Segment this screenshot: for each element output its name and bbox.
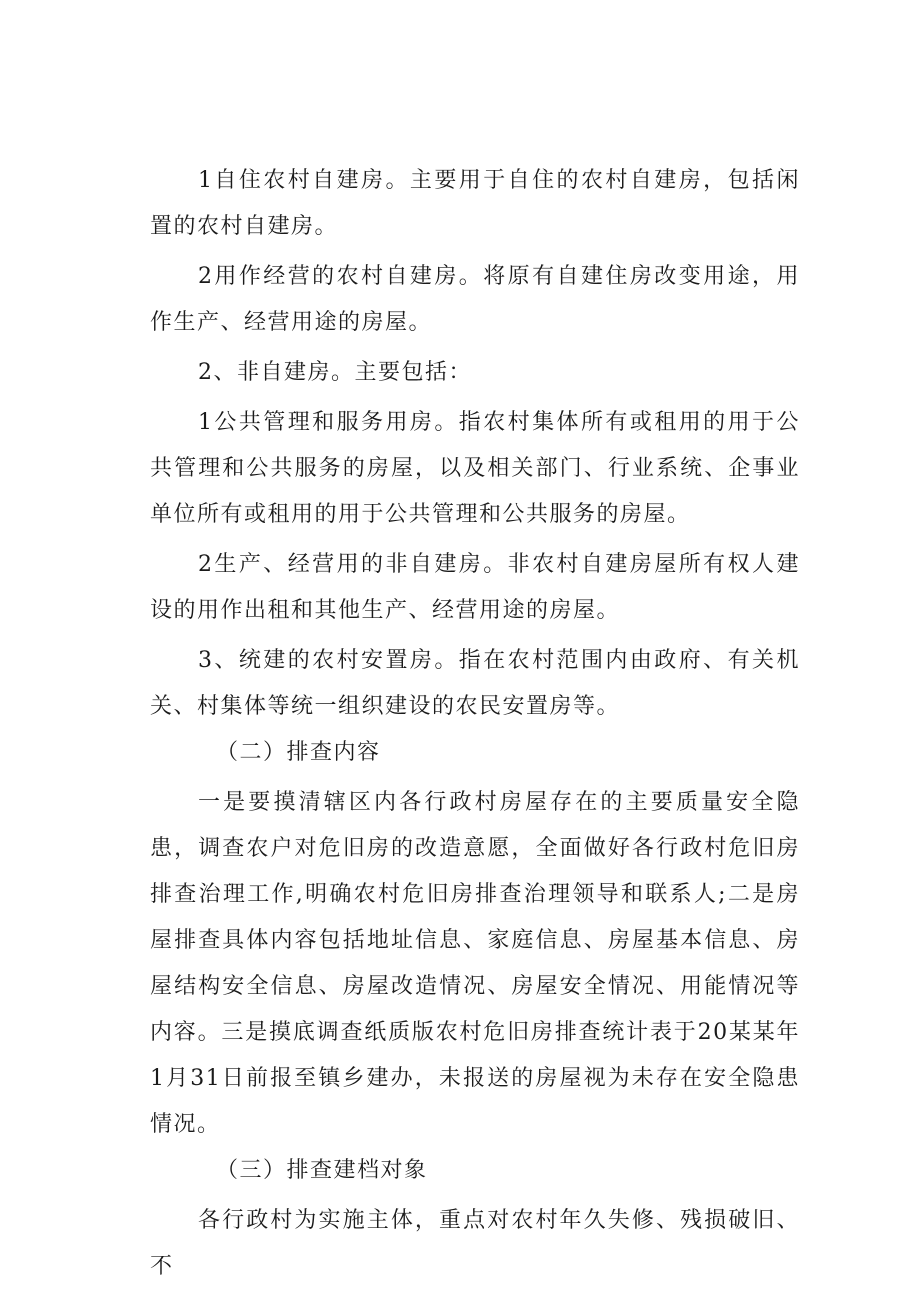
paragraph-inspection-content: 一是要摸清辖区内各行政村房屋存在的主要质量安全隐患，调查农户对危旧房的改造意愿，全面做好各行政村危旧房排查治理工作,明确农村危旧房排查治理领导和联系人;二是房屋排查具体内容包括地址信息、家庭信息、房屋基本信息、房屋结构安全信息、房屋改造情况、房屋安全情况、用能情况等内容。三是摸底调查纸质版农村危旧房排查统计表于20某某年1月31日前报至镇乡建办，未报送的房屋视为未存在安全隐患情况。 (150, 790, 800, 1137)
section-heading-inspection-content: （二）排查内容 (216, 740, 381, 765)
paragraph-inspection-targets: 各行政村为实施主体，重点对农村年久失修、残损破旧、不 (150, 1208, 800, 1279)
paragraph-self-use-house: 1自住农村自建房。主要用于自住的农村自建房，包括闲置的农村自建房。 (150, 168, 800, 239)
section-heading-inspection-targets: （三）排查建档对象 (216, 1158, 428, 1183)
paragraph-public-service-house: 1公共管理和服务用房。指农村集体所有或租用的用于公共管理和公共服务的房屋，以及相关部门、行业系统、企事业单位所有或租用的用于公共管理和公共服务的房屋。 (150, 410, 800, 527)
paragraph-production-non-self-built: 2生产、经营用的非自建房。非农村自建房屋所有权人建设的用作出租和其他生产、经营用途的房屋。 (150, 552, 800, 623)
paragraph-business-use-house: 2用作经营的农村自建房。将原有自建住房改变用途，用作生产、经营用途的房屋。 (150, 264, 800, 335)
paragraph-non-self-built: 2、非自建房。主要包括： (198, 360, 472, 385)
document-body (150, 158, 800, 1290)
paragraph-resettlement-house: 3、统建的农村安置房。指在农村范围内由政府、有关机关、村集体等统一组织建设的农民安置房等。 (150, 648, 800, 719)
